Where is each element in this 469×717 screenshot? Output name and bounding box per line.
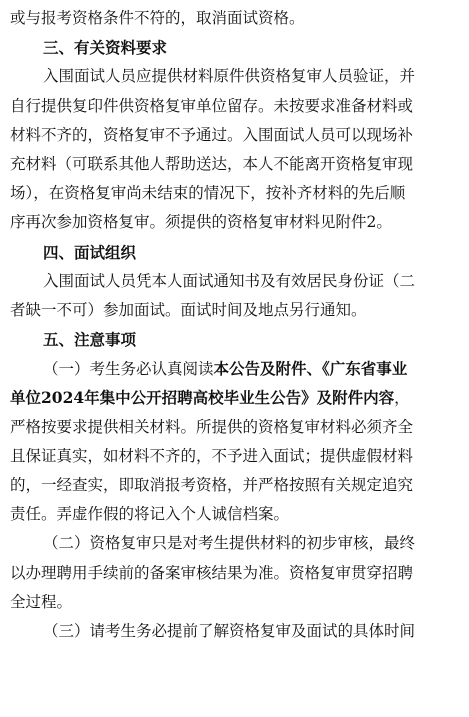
section-heading: 五、注意事项 [43, 330, 137, 350]
section-heading: 三、有关资料要求 [43, 38, 168, 58]
paragraph-line: 的，一经查实，即取消报考资格，并严格按照有关规定追究 [10, 476, 414, 494]
paragraph-line: 责任。弄虚作假的将记入个人诚信档案。 [10, 505, 290, 524]
paragraph-line: 序再次参加资格复审。须提供的资格复审材料见附件2。 [10, 213, 392, 232]
paragraph-line: （三）请考生务必提前了解资格复审及面试的具体时间 [43, 621, 416, 640]
paragraph-line [10, 354, 455, 383]
paragraph-line: 或与报考资格条件不符的，取消面试资格。 [10, 9, 305, 27]
paragraph-line: 场），在资格复审尚未结束的情况下，按补齐材料的先后顺 [10, 184, 406, 203]
bold-text: 本公告及附件、《广东省事业 [213, 359, 408, 379]
line-text: ， [394, 389, 410, 408]
paragraph-line: 全过程。 [10, 592, 73, 611]
bold-text: 单位2024年集中公开招聘高校毕业生公告》及附件内容 [10, 388, 395, 408]
paragraph-line: 入围面试人员应提供材料原件供资格复审人员验证，并 [43, 67, 416, 86]
paragraph-line: 且保证真实，如材料不齐的，不予进入面试；提供虚假材料 [10, 446, 414, 465]
line-text: （一）考生务必认真阅读 [43, 360, 214, 379]
paragraph-line: 以办理聘用手续前的备案审核结果为准。资格复审贯穿招聘 [10, 563, 414, 582]
paragraph-line [10, 383, 455, 412]
paragraph-line: 严格按要求提供相关材料。所提供的资格复审材料必须齐全 [10, 417, 414, 436]
paragraph-line: 者缺一不可）参加面试。面试时间及地点另行通知。 [10, 300, 367, 319]
paragraph-line: 充材料（可联系其他人帮助送达，本人不能离开资格复审现 [10, 154, 414, 173]
paragraph-line: 入围面试人员凭本人面试通知书及有效居民身份证（二 [43, 271, 416, 290]
section-heading: 四、面试组织 [43, 242, 137, 262]
paragraph-line: 自行提供复印件供资格复审单位留存。未按要求准备材料或 [10, 96, 414, 115]
paragraph-line: 材料不齐的，资格复审不予通过。入围面试人员可以现场补 [10, 125, 414, 144]
paragraph-line: （二）资格复审只是对考生提供材料的初步审核，最终 [43, 534, 416, 553]
